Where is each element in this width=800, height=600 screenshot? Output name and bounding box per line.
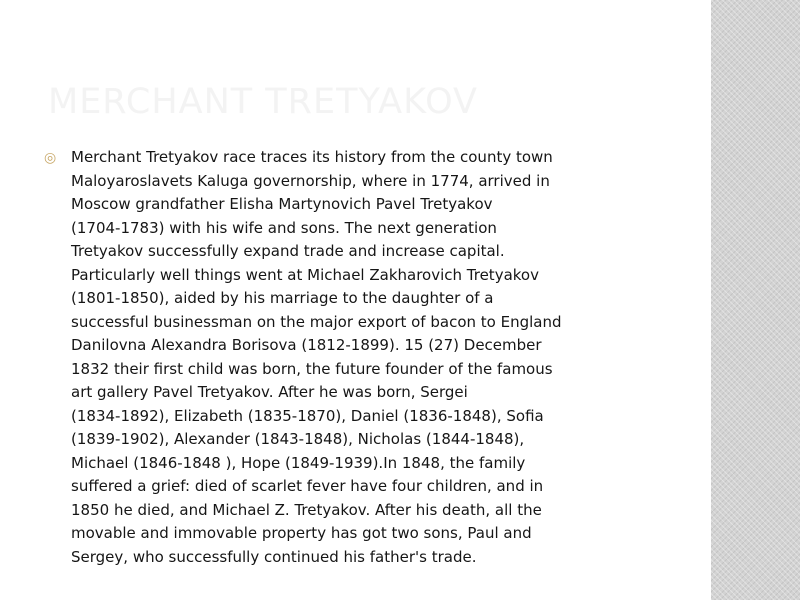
- decorative-side-panel: [711, 0, 800, 600]
- body-paragraph: Merchant Tretyakov race traces its history from the county town Maloyaroslavets Kaluga governorship, where in 1774, arrived in Moscow grandfather Elisha Martynovich Pavel Tretyakov (1704-1783) with his wife and sons. The next generation Tretyakov successfully expand trade and increase capital. Particularly well things went at Michael Zakharovich Tretyakov (1801-1850), aided by his marriage to the daughter of a successful businessman on the major export of bacon to England Danilovna Alexandra Borisova (1812-1899). 15 (27) December 1832 their first child was born, the future founder of the famous art gallery Pavel Tretyakov. After he was born, Sergei (1834-1892), Elizabeth (1835-1870), Daniel (1836-1848), Sofia (1839-1902), Alexander (1843-1848), Nicholas (1844-1848), Michael (1846-1848 ), Hope (1849-1939).In 1848, the family suffered a grief: died of scarlet fever have four children, and in 1850 he died, and Michael Z. Tretyakov. After his death, all the movable and immovable property has got two sons, Paul and Sergey, who successfully continued his father's trade.: [71, 148, 562, 566]
- ring-bullet-icon: ◎: [44, 150, 57, 166]
- slide-title: MERCHANT TRETYAKOV: [48, 82, 478, 122]
